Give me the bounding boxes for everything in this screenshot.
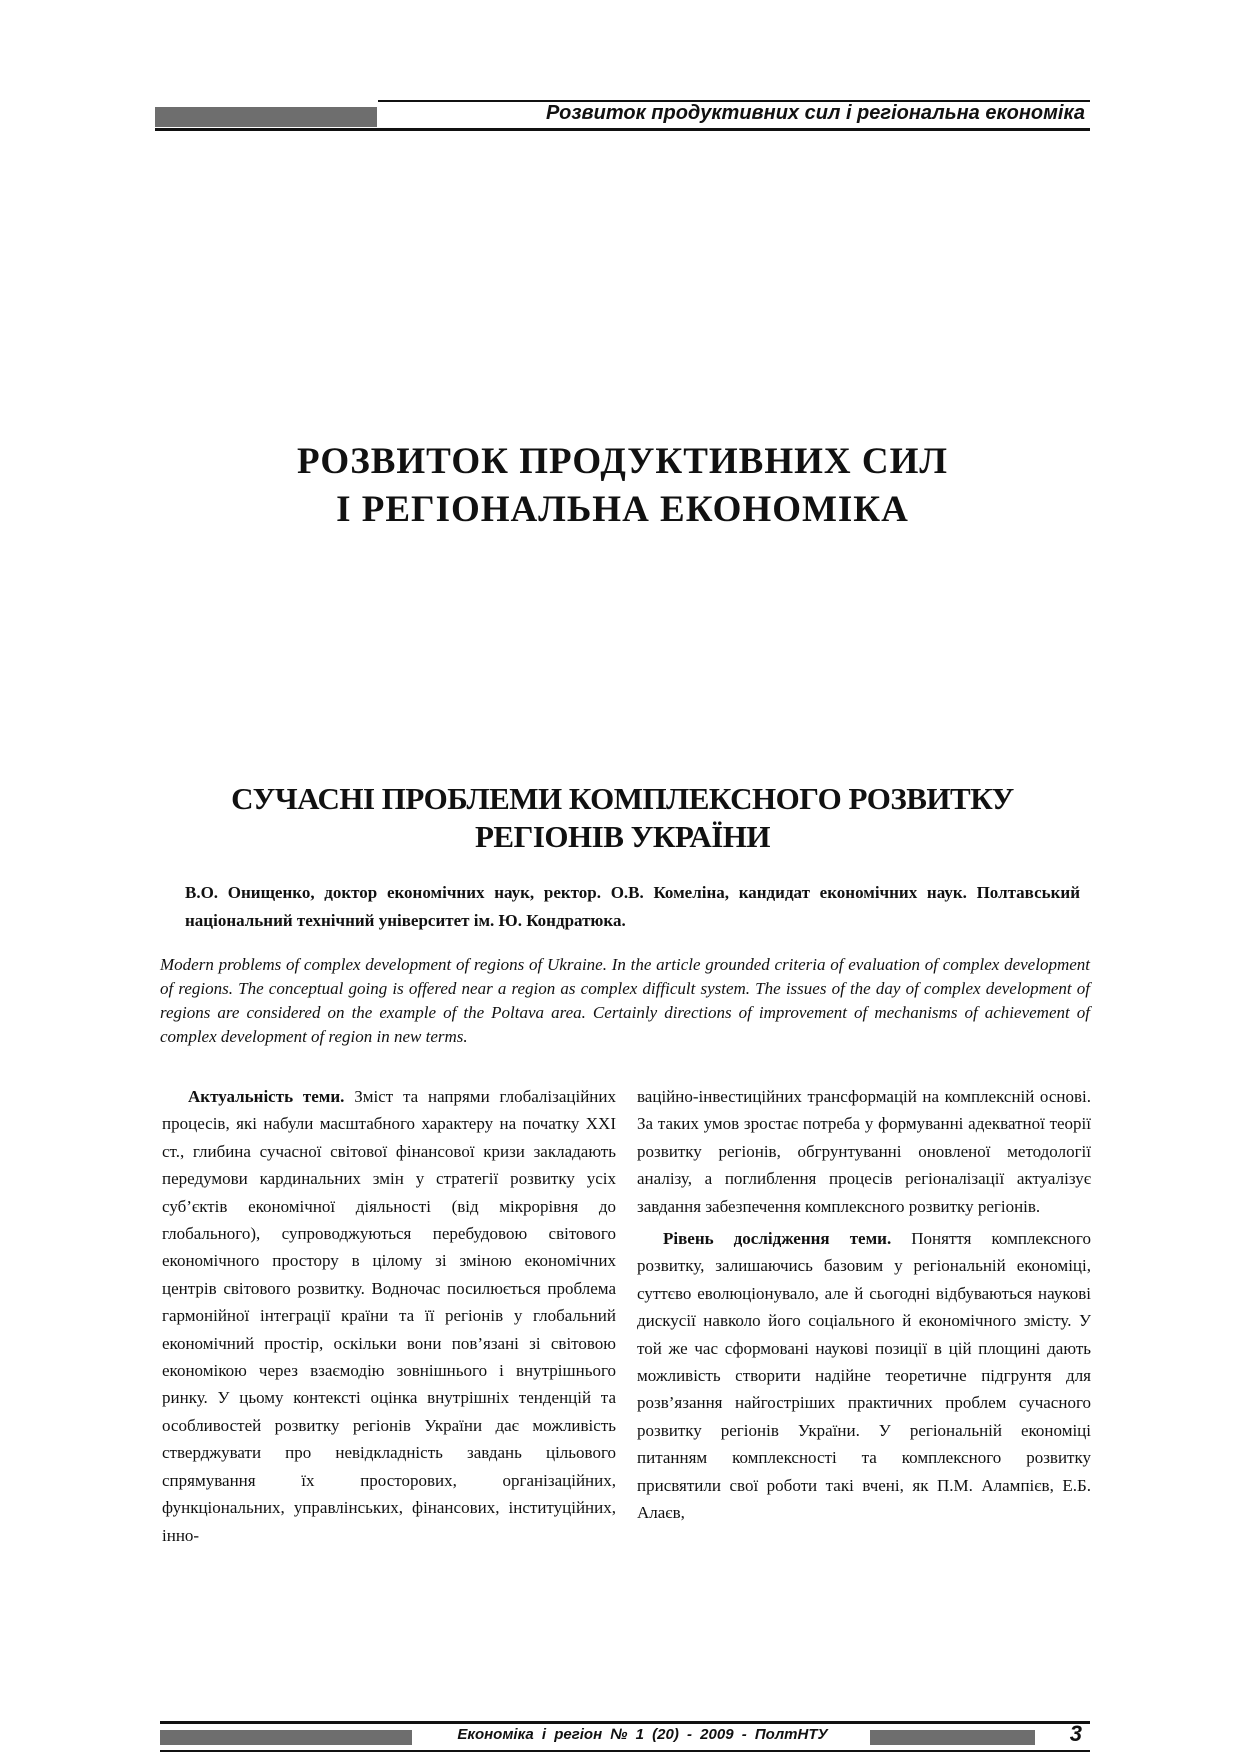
paragraph-continuation: ваційно-інвестиційних трансформацій на комплексній основі. За таких умов зростає потреба у формуванні адекватної теорії розвитку регіонів, обгрунтуванні оновленої методології аналізу, а поглиблення процесів регіоналізації актуалізує завдання забезпечення комплексного розвитку регіонів. (637, 1087, 1091, 1216)
paragraph-text: Зміст та напрями глобалізаційних процесів, які набули масштабного характеру на початку XXI ст., глибина сучасної світової фінансової кризи закладають передумови кардинальних змін у стратегії розвитку усіх суб’єктів економічної діяльності (від мікрорівня до глобального), супроводжуються перебудовою світового економічного простору в цілому зі зміною економічних центрів світового розвитку. Водночас посилюється проблема гармонійної інтеграції країни та її регіонів у глобальний економічний простір, оскільки вони пов’язані зі світовою економікою через взаємодію зовнішнього і внутрішнього ринку. У цьому контексті оцінка внутрішніх тенденцій та особливостей розвитку регіонів України дає можливість стверджувати про невідкладність завдань цільового спрямування їх просторових, організаційних, функціональних, управлінських, фінансових, інституційних, інно- (162, 1087, 616, 1545)
right-column (637, 1083, 1091, 1527)
left-column (162, 1083, 616, 1549)
article-title (155, 780, 1090, 856)
header-gray-bar (155, 107, 377, 127)
section-heading-line1: РОЗВИТОК ПРОДУКТИВНИХ СИЛ (297, 441, 948, 482)
article-title-line1: СУЧАСНІ ПРОБЛЕМИ КОМПЛЕКСНОГО РОЗВИТКУ (231, 781, 1014, 816)
article-abstract: Modern problems of complex development of regions of Ukraine. In the article grounded criteria of evaluation of complex development of regions. The conceptual going is offered near a region as complex difficult system. The issues of the day of complex development of regions are considered on the example of the Poltava area. Certainly directions of improvement of mechanisms of achievement of complex development of region in new terms. (160, 955, 1090, 1046)
section-heading (155, 438, 1090, 534)
running-header-title: Розвиток продуктивних сил і регіональна економіка (546, 102, 1085, 124)
footer-bottom-rule (160, 1750, 1090, 1752)
footer-rule (160, 1721, 1090, 1724)
footer-gray-bar-right (870, 1730, 1035, 1745)
footer-gray-bar-left (160, 1730, 412, 1745)
article-authors: В.О. Онищенко, доктор економічних наук, ректор. О.В. Комеліна, кандидат економічних наук. Полтавський національний технічний університет ім. Ю. Кондратюка. (185, 883, 1080, 930)
paragraph-lead: Рівень дослідження теми. (663, 1229, 892, 1249)
paragraph-research-level (637, 1225, 1091, 1526)
section-heading-line2: І РЕГІОНАЛЬНА ЕКОНОМІКА (336, 489, 909, 530)
paragraph-relevance (162, 1083, 616, 1549)
article-title-line2: РЕГІОНІВ УКРАЇНИ (475, 819, 770, 854)
paragraph-lead: Актуальність теми. (188, 1087, 345, 1106)
header-rule (155, 128, 1090, 131)
paragraph-text: Поняття комплексного розвитку, залишаючись базовим у регіональній економіці, суттєво еволюціонувало, але й сьогодні відбуваються наукові дискусії навколо його соціального й економічного змісту. У той же час сформовані наукові позиції в цій площині дають можливість створити надійне теоретичне підгрунтя для розв’язання найгостріших практичних проблем сучасного розвитку регіонів України. У регіональній економіці питанням комплексності та комплексного розвитку присвятили свої роботи такі вчені, як П.М. Алампієв, Е.Б. Алаєв, (637, 1229, 1091, 1523)
page-number: 3 (1069, 1721, 1082, 1746)
footer-journal: Економіка і регіон № 1 (20) - 2009 - ПолтНТУ (457, 1726, 828, 1743)
